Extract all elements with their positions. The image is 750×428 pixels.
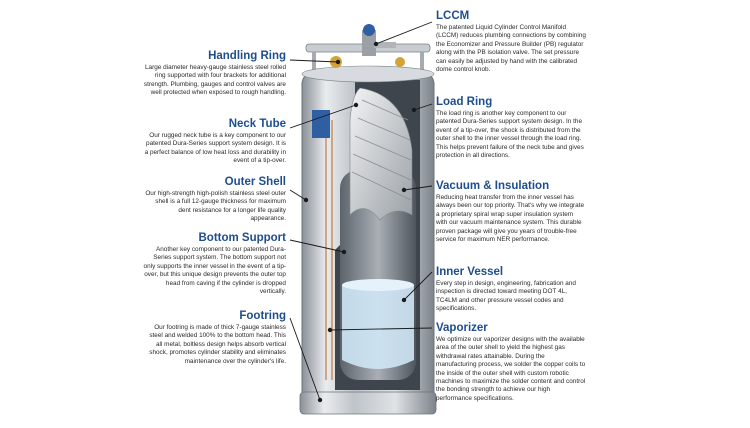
callout-lccm (436, 10, 586, 74)
callout-outer-shell (142, 176, 286, 224)
callout-neck-tube (142, 118, 286, 166)
callout-bottom-support (142, 232, 286, 296)
liquid-shape (342, 285, 414, 369)
callout-title: Neck Tube (228, 118, 286, 130)
callout-body: Every step in design, engineering, fabrication and inspection is directed toward meeting DOT 4L, TC4LM and other pressure vessel codes and specifications. (436, 280, 576, 313)
callout-title: Handling Ring (208, 50, 286, 62)
callout-vaporizer (436, 322, 586, 403)
callout-title: Footring (239, 310, 286, 322)
callout-footring (142, 310, 286, 366)
callout-title: Vacuum & Insulation (436, 180, 550, 192)
label-plate-shape (312, 110, 330, 138)
callout-title: Bottom Support (198, 232, 286, 244)
callout-title: Inner Vessel (436, 266, 504, 278)
callout-load-ring (436, 96, 586, 160)
callout-title: LCCM (436, 10, 470, 22)
callout-body: The patented Liquid Cylinder Control Manifold (LCCM) reduces plumbing connections by combining the Economizer and Pressure Builder (PB) regulator along with the PB isolation valve. The set pressure can easily be adjusted by hand with the calibrated dome control knob. (436, 24, 586, 74)
callout-handling-ring (142, 50, 286, 98)
callout-body: The load ring is another key component to our patented Dura-Series support system design. In the event of a tip-over, the shock is distributed from the outer shell to the inner vessel through the load ring. This helps prevent failure of the neck tube and gives protection in all directions. (436, 110, 584, 160)
callout-body: We optimize our vaporizer designs with the available area of the outer shell to yield the highest gas withdrawal rates attainable. During the manufacturing process, we solder the copper coils to the inside of the outer shell with custom robotic machines to maximize the solder content and control the bonding strength to achieve our high performance specifications. (436, 336, 586, 402)
callout-inner-vessel (436, 266, 586, 314)
callout-vacuum-insulation (436, 180, 586, 244)
callout-body: Our high-strength high-polish stainless steel outer shell is a full 12-gauge thickness for maximum dent resistance for a longer life quality appearance. (145, 190, 286, 223)
footring-shape (300, 392, 436, 414)
callout-body: Our footring is made of thick 7-gauge stainless steel and welded 100% to the bottom head. This all metal, boltless design helps absorb vertical shock, promotes cylinder stability and eliminates maintenance over the cylinder's life. (149, 324, 286, 365)
callout-body: Large diameter heavy-gauge stainless steel rolled ring supported with four brackets for additional strength. Plumbing, gauges and control valves are well protected when exposed to rough handling. (143, 64, 286, 97)
callout-body: Another key component to our patented Dura-Series support system. The bottom support not only supports the inner vessel in the event of a tip-over, but this unique design prevents the outer top head from caving if the cylinder is dropped vertically. (143, 246, 286, 296)
callout-body: Our rugged neck tube is a key component to our patented Dura-Series support system design. It is a perfect balance of low heat loss and durability in event of a tip-over. (144, 132, 286, 165)
callout-title: Outer Shell (224, 176, 286, 188)
callout-title: Vaporizer (436, 322, 488, 334)
callout-body: Reducing heat transfer from the inner vessel has always been our top priority. That's why we integrate a proprietary spiral wrap super insulation system with our vacuum maintenance system. This durable proven package will give you years of trouble-free service for maximum NER performance. (436, 194, 585, 244)
callout-title: Load Ring (436, 96, 493, 108)
